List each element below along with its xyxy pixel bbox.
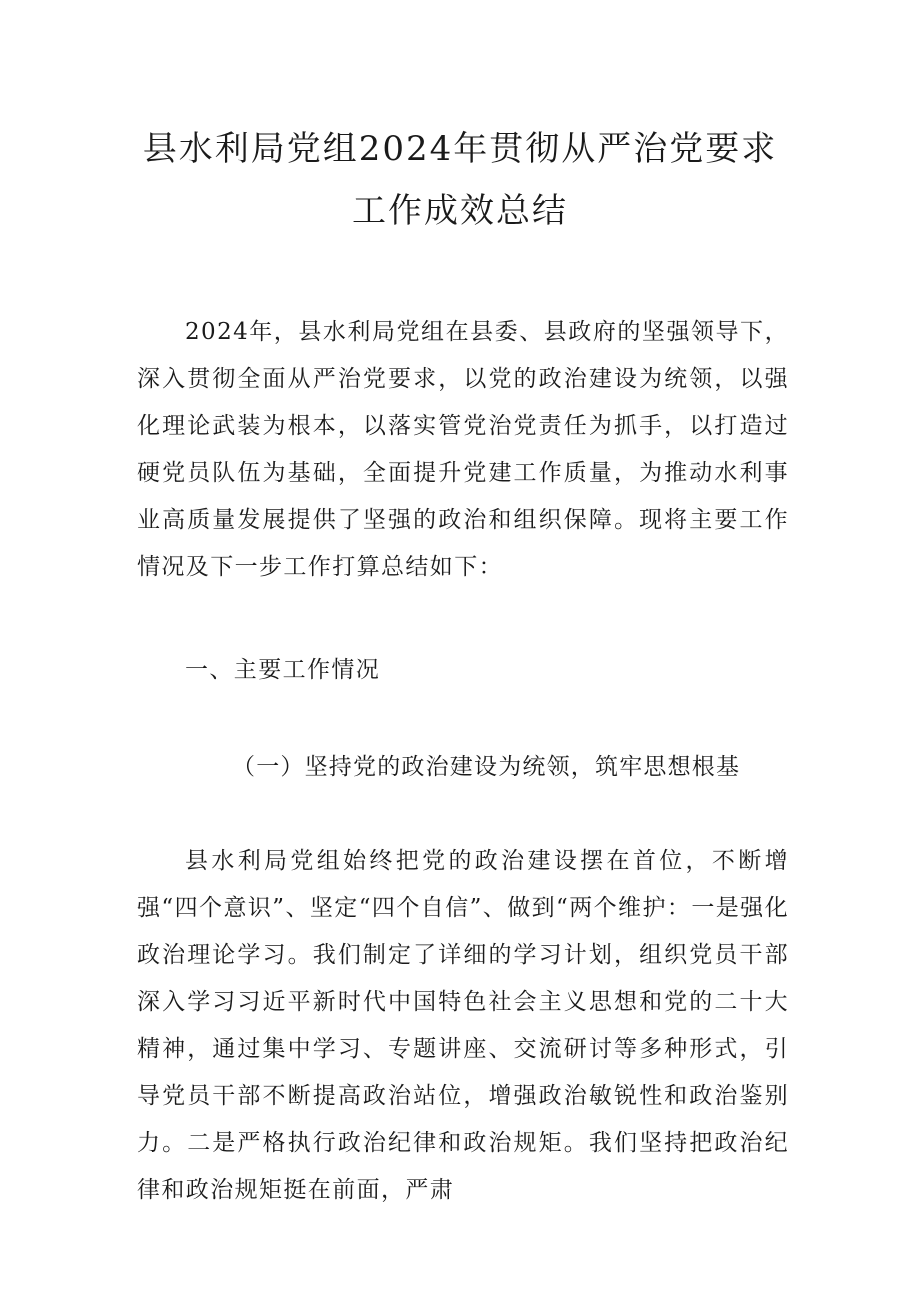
document-title: 县水利局党组2024年贯彻从严治党要求工作成效总结 [142,129,778,231]
intro-paragraph: 2024年，县水利局党组在县委、县政府的坚强领导下，深入贯彻全面从严治党要求，以党的政治建设为统领，以强化理论武装为根本，以落实管党治党责任为抓手，以打造过硬党员队伍为基础，全面提升党建工作质量，为推动水利事业高质量发展提供了坚强的政治和组织保障。现将主要工作情况及下一步工作打算总结如下： [137,319,789,580]
subsection-heading-political-building: （一）坚持党的政治建设为统领，筑牢思想根基 [232,754,741,780]
section-heading-main-work: 一、主要工作情况 [185,657,381,683]
subsection-body-paragraph: 县水利局党组始终把党的政治建设摆在首位，不断增强“四个意识”、坚定“四个自信”、做到“两个维护：一是强化政治理论学习。我们制定了详细的学习计划，组织党员干部深入学习习近平新时代中国特色社会主义思想和党的二十大精神，通过集中学习、专题讲座、交流研讨等多种形式，引导党员干部不断提高政治站位，增强政治敏锐性和政治鉴别力。二是严格执行政治纪律和政治规矩。我们坚持把政治纪律和政治规矩挺在前面，严肃 [137,848,789,1203]
